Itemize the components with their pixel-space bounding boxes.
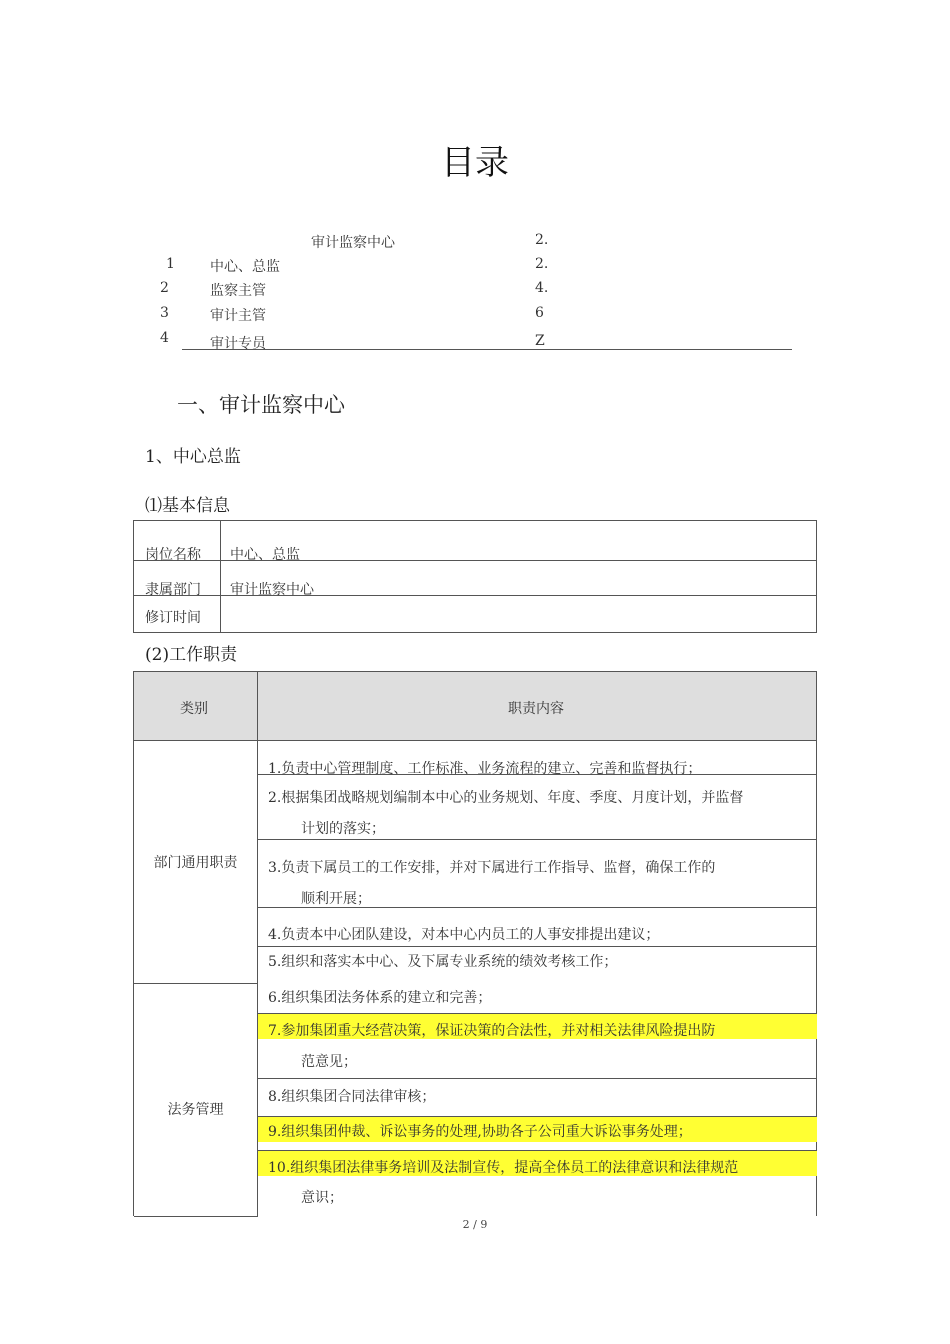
basic-info-heading: ⑴基本信息	[145, 496, 230, 516]
toc-number: 3	[160, 305, 169, 321]
duty-item-continued: 意识；	[301, 1190, 343, 1206]
toc-page: 6	[535, 305, 544, 321]
duty-item: 2.根据集团战略规划编制本中心的业务规划、年度、季度、月度计划，并监督	[268, 790, 744, 806]
toc-page: 2.	[535, 256, 549, 272]
row-divider	[258, 839, 817, 840]
duty-item-highlighted: 9.组织集团仲裁、诉讼事务的处理,协助各子公司重大诉讼事务处理；	[268, 1124, 692, 1140]
info-label: 隶属部门	[145, 582, 201, 598]
duties-table	[133, 671, 817, 1216]
duty-item: 4.负责本中心团队建设，对本中心内员工的人事安排提出建议；	[268, 927, 660, 943]
document-title: 目录	[441, 143, 509, 183]
section-heading: 一、审计监察中心	[177, 393, 345, 417]
row-divider	[258, 1150, 817, 1151]
duty-item: 8.组织集团合同法律审核；	[268, 1089, 436, 1105]
row-divider	[258, 1013, 817, 1014]
duty-item: 1.负责中心管理制度、工作标准、业务流程的建立、完善和监督执行；	[268, 761, 702, 777]
table-header	[134, 672, 816, 741]
row-divider	[258, 1116, 817, 1117]
duty-item: 5.组织和落实本中心、及下属专业系统的绩效考核工作；	[268, 954, 618, 970]
basic-info-table	[133, 520, 817, 633]
page-number: 2 / 9	[462, 1218, 488, 1231]
toc-page: 2.	[535, 232, 549, 248]
duty-item-continued: 范意见；	[301, 1054, 357, 1070]
duties-heading: (2)工作职责	[145, 645, 238, 665]
duty-item: 3.负责下属员工的工作安排，并对下属进行工作指导、监督，确保工作的	[268, 860, 716, 876]
row-divider	[258, 946, 817, 947]
toc-label[interactable]: 审计监察中心	[311, 235, 395, 251]
category-divider	[134, 983, 258, 984]
info-label: 修订时间	[145, 610, 201, 626]
toc-number: 2	[160, 280, 169, 296]
toc-label[interactable]: 审计专员	[210, 336, 266, 352]
column-divider	[220, 521, 221, 632]
row-divider	[258, 1078, 817, 1079]
category-divider	[134, 1216, 258, 1217]
info-label: 岗位名称	[145, 547, 201, 563]
toc-number: 1	[166, 256, 175, 272]
category-legal: 法务管理	[167, 1102, 224, 1118]
info-value: 中心、总监	[230, 547, 300, 563]
info-value: 审计监察中心	[230, 582, 314, 598]
toc-number: 4	[160, 330, 169, 346]
toc-label[interactable]: 审计主管	[210, 308, 266, 324]
duty-item-continued: 计划的落实；	[301, 821, 385, 837]
duty-item-highlighted: 7.参加集团重大经营决策，保证决策的合法性，并对相关法律风险提出防	[268, 1023, 716, 1039]
duty-item-continued: 顺利开展；	[301, 891, 371, 907]
toc-page: Z	[535, 333, 545, 349]
toc-page: 4.	[535, 280, 549, 296]
header-category: 类别	[180, 701, 208, 717]
toc-divider	[182, 349, 792, 350]
duty-item-highlighted: 10.组织集团法律事务培训及法制宣传，提高全体员工的法律意识和法律规范	[268, 1160, 739, 1176]
subsection-heading: 1、中心总监	[145, 447, 241, 467]
category-general: 部门通用职责	[153, 855, 238, 871]
header-content: 职责内容	[508, 701, 564, 717]
toc-label[interactable]: 中心、总监	[210, 259, 280, 275]
toc-label[interactable]: 监察主管	[210, 283, 266, 299]
duty-item: 6.组织集团法务体系的建立和完善；	[268, 990, 492, 1006]
